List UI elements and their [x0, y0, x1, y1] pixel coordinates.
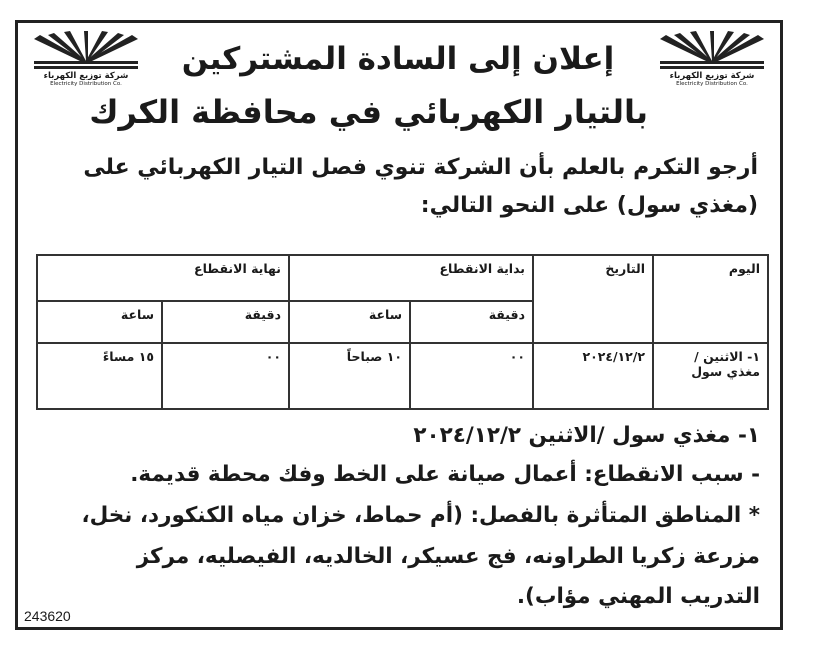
intro-line-1: أرجو التكرم بالعلم بأن الشركة تنوي فصل التيار الكهربائي على [83, 155, 758, 180]
announcement-title: إعلان إلى السادة المشتركين [181, 41, 615, 77]
table-row [37, 343, 768, 409]
company-logo [30, 31, 142, 93]
cell-end-minute: ٠٠ [162, 343, 289, 409]
cell-date: ٢٠٢٤/١٢/٢ [533, 343, 653, 409]
logo-name-en: Electricity Distribution Co. [50, 81, 122, 87]
header-date: التاريخ [533, 255, 653, 343]
cell-day [653, 343, 768, 409]
cell-start-minute: ٠٠ [410, 343, 533, 409]
header-end-hour: ساعة [37, 301, 162, 343]
company-logo-icon [656, 31, 768, 71]
header-end: نهاية الانقطاع [37, 255, 289, 301]
detail-affected-areas-2: مزرعة زكريا الطراونه، فج عسيكر، الخالديه، الفيصليه، مركز [136, 544, 760, 569]
detail-affected-areas-1: * المناطق المتأثرة بالفصل: (أم حماط، خزان مياه الكنكورد، نخل، [81, 503, 760, 528]
reference-number: 243620 [24, 608, 71, 624]
company-logo-icon [30, 31, 142, 71]
logo-name-ar: شركة توزيع الكهرباء [43, 71, 129, 81]
cell-end-hour: ١٥ مساءً [37, 343, 162, 409]
header-start-minute: دقيقة [410, 301, 533, 343]
logo-name-en: Electricity Distribution Co. [676, 81, 748, 87]
table-header-row [37, 255, 768, 301]
announcement-subtitle: بالتيار الكهربائي في محافظة الكرك [89, 93, 648, 131]
detail-outage-reason: - سبب الانقطاع: أعمال صيانة على الخط وفك محطة قديمة. [130, 462, 760, 487]
company-logo [656, 31, 768, 93]
detail-affected-areas-3: التدريب المهني مؤاب). [516, 584, 760, 609]
detail-feeder-date: ١- مغذي سول /الاثنين ٢٠٢٤/١٢/٢ [413, 423, 760, 448]
cell-start-hour: ١٠ صباحاً [289, 343, 410, 409]
announcement-frame [15, 20, 783, 630]
header-end-minute: دقيقة [162, 301, 289, 343]
header-start: بداية الانقطاع [289, 255, 533, 301]
cell-day-line1: ١- الاثنين / [694, 349, 760, 364]
outage-schedule-table [36, 254, 769, 410]
header-day: اليوم [653, 255, 768, 343]
logo-name-ar: شركة توزيع الكهرباء [669, 71, 755, 81]
header-start-hour: ساعة [289, 301, 410, 343]
cell-day-line2: مغذي سول [691, 364, 760, 379]
intro-line-2: (مغذي سول) على النحو التالي: [420, 193, 758, 218]
